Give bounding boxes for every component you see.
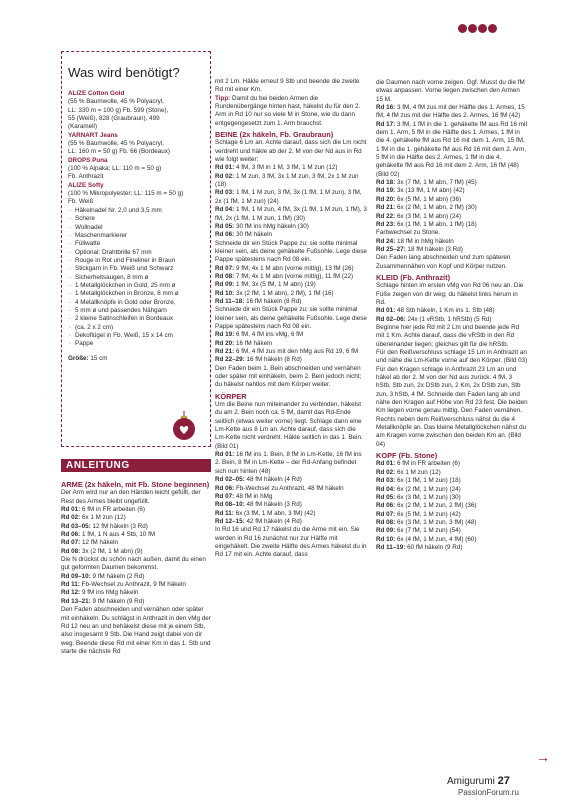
round-row bbox=[376, 316, 528, 324]
instruction-text: Der Arm wird nur an den Händen leicht gefüllt, der Rest des Armes bleibt ungefüllt. bbox=[61, 489, 201, 505]
round-label: Rd 06: bbox=[215, 484, 235, 492]
round-label: Rd 08–10: bbox=[215, 501, 245, 509]
round-label: Rd 11–18: bbox=[215, 297, 245, 305]
round-text: Fb-Wechsel zu Anthrazit, 9 fM häkeln bbox=[81, 581, 186, 589]
round-text: 30 fM ins hMg häkeln (30) bbox=[236, 222, 309, 230]
round-row bbox=[215, 164, 367, 172]
round-row bbox=[376, 104, 528, 121]
round-label: Rd 01: bbox=[61, 506, 81, 514]
round-row bbox=[376, 519, 528, 527]
round-text: 24x (1 vRStb, 1 hRStb) (5 Rd) bbox=[407, 315, 492, 323]
round-row bbox=[376, 213, 528, 221]
size-label: Größe: bbox=[68, 354, 89, 362]
section-heading: BEINE (2x häkeln, Fb. Graubraun) bbox=[215, 130, 334, 140]
round-row bbox=[215, 265, 367, 273]
round-row bbox=[61, 598, 211, 606]
tool-item: · Maschenmarkierer bbox=[68, 232, 210, 240]
instruction-text: In Rd 16 und Rd 17 häkelst du die Arme mit ein. Sie werden in Rd 16 zunächst nur zur Hälfte mit eingehäkelt. Die zweite Hälfte des Armes häkelst du in Rd 17 mit ein. Achte darauf, dass bbox=[215, 526, 367, 559]
round-text: 18 fM häkeln (3 Rd) bbox=[407, 245, 463, 253]
yarn-name: DROPS Puna bbox=[68, 156, 108, 164]
round-label: Rd 17: bbox=[376, 120, 396, 128]
tool-item: · Wollnadel bbox=[68, 224, 210, 232]
materials-box bbox=[61, 51, 211, 447]
tool-item: · Pappe bbox=[68, 340, 210, 348]
tool-item: · Häkelnadel Nr. 2,0 und 3,5 mm bbox=[68, 207, 210, 215]
round-row bbox=[376, 502, 528, 510]
round-text: 60 fM häkeln (9 Rd) bbox=[407, 543, 463, 551]
yarn-name: YARNART Jeans bbox=[68, 131, 118, 139]
round-row bbox=[215, 173, 367, 190]
round-row bbox=[376, 221, 528, 229]
instruction-text: Schlage hinten im ersten vMg von Rd 06 neu an. Die Füße zeigen von dir weg; du häkelst links herum in Rd. bbox=[376, 282, 524, 306]
round-label: Rd 13–21: bbox=[61, 597, 91, 605]
round-label: Rd 06: bbox=[61, 531, 81, 539]
tool-item: · 5 mm ø und passendes Nähgarn bbox=[68, 307, 210, 315]
instructions-column-3 bbox=[376, 79, 528, 552]
tool-item: · Sicherheitsaugen, 8 mm ø bbox=[68, 274, 210, 282]
round-text: 6x (7 fM, 1 M zun) (54) bbox=[397, 527, 461, 535]
round-row bbox=[376, 486, 528, 494]
round-text: 6 fM, 4 fM ins vMg, 6 fM bbox=[236, 331, 304, 339]
round-label: Rd 02–05: bbox=[215, 476, 245, 484]
round-text: 9 fM häkeln (9 Rd) bbox=[92, 597, 145, 605]
round-row bbox=[215, 290, 367, 298]
round-label: Rd 21: bbox=[376, 204, 396, 212]
round-label: Rd 08: bbox=[61, 547, 81, 555]
round-label: Rd 23: bbox=[376, 220, 396, 228]
instruction-text: Den Faden lang abschneiden und zum späteren Zusammennähen von Kopf und Körper nutzen. bbox=[376, 254, 511, 270]
instruction-text: Die N drückst du schön nach außen, damit du einen gut geformten Daumen bekommst. bbox=[61, 556, 206, 572]
round-text: 3x (2 fM, 1 M abn), 2 fM), 1 fM (16) bbox=[236, 289, 334, 297]
round-text: 6x 1 M zun (12) bbox=[397, 468, 441, 476]
round-text: 16 fM häkeln (8 Rd) bbox=[246, 297, 302, 305]
round-text: 3x (13 fM, 1 M abn) (42) bbox=[397, 187, 465, 195]
round-text: 6x (2 fM, 1 M zun) (24) bbox=[397, 485, 461, 493]
yarn-detail: (100 % Alpaka; LL: 110 m = 50 g) bbox=[68, 165, 162, 173]
round-text: 9 fM, 4x 1 M abn (vorne mittig), 13 fM (26) bbox=[236, 264, 354, 272]
round-row bbox=[61, 581, 211, 589]
round-row bbox=[376, 527, 528, 535]
round-label: Rd 16: bbox=[376, 104, 396, 112]
round-row bbox=[215, 231, 367, 239]
tool-item: · (ca. 2 x 2 cm) bbox=[68, 324, 210, 332]
anleitung-banner: ANLEITUNG bbox=[61, 459, 211, 472]
round-row bbox=[376, 477, 528, 485]
round-text: 48 fM häkeln (3 Rd) bbox=[246, 501, 302, 509]
round-text: 48 fM häkeln (4 Rd) bbox=[246, 476, 302, 484]
materials-title: Was wird benötigt? bbox=[68, 65, 180, 80]
round-row bbox=[61, 539, 211, 547]
round-label: Rd 06: bbox=[215, 231, 235, 239]
next-page-arrow-icon: → bbox=[536, 749, 550, 765]
round-text: 6x (2 fM, 1 M abn, 2 fM) (30) bbox=[397, 204, 477, 212]
round-text: 6x (5 fM, 1 M zun) (42) bbox=[397, 510, 461, 518]
round-text: 12 fM häkeln (3 Rd) bbox=[92, 522, 148, 530]
instruction-text: mit 2 Lm. Häkle erneut 9 Stb und beende die zweite Rd mit einer Km. bbox=[215, 78, 360, 94]
round-label: Rd 06: bbox=[376, 502, 396, 510]
round-text: Fb-Wechsel zu Anthrazit, 48 fM häkeln bbox=[236, 484, 344, 492]
round-text: 3 fM, 4 fM zus mit der Hälfte des 1. Armes, 15 fM, 4 fM zus mit der Hälfte des 2. Armes, 16 fM (42) bbox=[376, 104, 525, 120]
tool-item: · 2 kleine Satinschleifen in Bordeaux bbox=[68, 315, 210, 323]
round-text: 9 fM ins hMg häkeln bbox=[82, 589, 139, 597]
round-text: 6x 1 M zun (12) bbox=[82, 514, 126, 522]
round-row bbox=[376, 187, 528, 195]
round-row bbox=[61, 573, 211, 581]
round-label: Rd 12: bbox=[61, 589, 81, 597]
round-label: Rd 05: bbox=[376, 493, 396, 501]
round-text: 6 fM in FR arbeiten (6) bbox=[397, 460, 460, 468]
round-text: 16 fM häkeln (8 Rd) bbox=[246, 356, 302, 364]
tool-item: · Füllwatte bbox=[68, 240, 210, 248]
round-row bbox=[215, 340, 367, 348]
yarn-detail: Fb. Anthrazit bbox=[68, 173, 104, 181]
round-row bbox=[376, 204, 528, 212]
round-label: Rd 25–27: bbox=[376, 245, 406, 253]
round-label: Rd 21: bbox=[215, 348, 235, 355]
round-label: Rd 11: bbox=[215, 509, 234, 517]
round-label: Rd 09: bbox=[215, 281, 235, 289]
round-row bbox=[215, 348, 367, 356]
round-row bbox=[215, 518, 367, 526]
round-text: 16 fM ins 1. Bein, 8 fM in Lm-Kette, 16 fM ins 2. Bein, 8 fM in Lm-Kette – der Rd-Anfang befindet sich nun hinten (48) bbox=[215, 451, 362, 475]
tool-item: · Schere bbox=[68, 215, 210, 223]
round-text: 1 fM, 3x (5 fM, 1 M abn) (19) bbox=[236, 281, 316, 289]
round-label: Rd 07: bbox=[215, 264, 235, 272]
round-label: Rd 01: bbox=[376, 307, 396, 315]
round-text: 3 fM, 1 fM in die 1. gehäkelte fM aus Rd 16 mit dem 1. Arm, 5 fM in die Hälfte des 1. Armes, 1 fM in die 4. gehäkelte fM aus Rd 16 mit dem 1. Arm, 15 fM, 1 fM in die 1. gehäkelte fM aus Rd 16 mit dem 2. Arm, 5 fM in die Hälfte des 2. Armes, 1 fM in die 4. gehäkelte fM aus Rd 16 mit dem 2. Arm, 16 fM (48) (Bild 02) bbox=[376, 120, 528, 178]
round-label: Rd 22: bbox=[376, 212, 396, 220]
round-label: Rd 01: bbox=[376, 460, 396, 468]
round-row bbox=[61, 548, 211, 556]
round-text: 42 fM häkeln (4 Rd) bbox=[246, 517, 302, 525]
round-row bbox=[215, 206, 367, 223]
tool-item: · 1 Metallglöckchen in Gold, 25 mm ø bbox=[68, 282, 210, 290]
round-label: Rd 09–10: bbox=[61, 572, 91, 580]
round-row bbox=[215, 501, 367, 509]
round-label: Rd 02: bbox=[61, 514, 81, 522]
round-label: Rd 22–29: bbox=[215, 356, 245, 364]
round-label: Rd 10: bbox=[376, 535, 396, 543]
round-text: 6x (4 fM, 1 M zun, 4 fM) (60) bbox=[397, 535, 477, 543]
yarn-detail: Fb. Weiß bbox=[68, 198, 94, 206]
section-heading: KOPF (Fb. Stone) bbox=[376, 451, 438, 461]
round-row bbox=[376, 544, 528, 552]
round-row bbox=[215, 356, 367, 364]
instruction-text: Schlage 6 Lm an. Achte darauf, dass sich die Lm nicht verdreht und häkle ab der 2. M von der Nd aus in Rd wie folgt weiter: bbox=[215, 139, 367, 164]
instruction-text: Schneide dir ein Stück Pappe zu; sie sollte minimal kleiner sein, als deine gehäkelte Fußsohle. Lege diese Pappe spätestens nach Rd 08 ein. bbox=[215, 239, 367, 264]
round-row bbox=[215, 331, 367, 339]
instruction-text: Um die Beine nun miteinander zu verbinden, häkelst du am 2. Bein noch ca. 5 fM, damit das Rd-Ende seitlich (etwas weiter vorne) liegt. Schlage dann eine Lm-Kette aus 8 Lm an. Achte darauf, dass sich die Lm-Kette nicht verdreht. Häkle seitlich in das 1. Bein. (Bild 01) bbox=[215, 401, 363, 450]
round-text: 48 Stb häkeln, 1 Km ins 1. Stb (48) bbox=[397, 307, 495, 315]
round-row bbox=[215, 476, 367, 484]
materials-list bbox=[68, 90, 210, 363]
round-row bbox=[61, 514, 211, 522]
difficulty-icons bbox=[458, 20, 498, 38]
round-row bbox=[61, 531, 211, 539]
yarn-detail: (55 % Baumwolle, 45 % Polyacryl, bbox=[68, 140, 164, 148]
round-text: 18 fM in hMg häkeln bbox=[397, 237, 454, 245]
yarn-detail: (100 % Mikropolyester; LL: 115 m = 50 g) bbox=[68, 190, 184, 198]
round-text: 1 fM, 1 N aus 4 Stb, 10 fM bbox=[82, 531, 156, 539]
round-text: 9 fM häkeln (2 Rd) bbox=[92, 572, 145, 580]
instruction-text: Schneide dir ein Stück Pappe zu; sie sollte minimal kleiner sein, als deine gehäkelte Fußsohle. Lege diese Pappe spätestens nach Rd 08 ein. bbox=[215, 306, 367, 330]
round-label: Rd 08: bbox=[215, 272, 235, 280]
round-text: 6x (3 fM, 1 M abn) (24) bbox=[397, 212, 462, 220]
round-row bbox=[376, 494, 528, 502]
round-row bbox=[215, 493, 367, 501]
round-label: Rd 11–19: bbox=[376, 543, 406, 551]
size-value: 15 cm bbox=[90, 354, 108, 362]
round-text: 6x (5 fM, 1 M abn) (36) bbox=[397, 195, 462, 203]
tool-item: · 4 Metallknöpfe in Gold oder Bronze, bbox=[68, 299, 210, 307]
page-number: 27 bbox=[497, 775, 510, 787]
round-text: 6 fM, 4 fM zus mit den hMg aus Rd 19, 6 fM bbox=[236, 348, 359, 355]
round-text: 7 fM, 4x 1 M abn (vorne mittig), 11 fM (22) bbox=[236, 272, 354, 280]
round-label: Rd 18: bbox=[376, 179, 396, 187]
round-row bbox=[376, 196, 528, 204]
yarn-detail: LL: 160 m = 50 g) Fb. 66 (Bordeaux) bbox=[68, 148, 171, 156]
tool-item: · Stickgarn in Fb. Weiß und Schwarz bbox=[68, 265, 210, 273]
instruction-text: die Daumen nach vorne zeigen. Ggf. Musst du die fM etwas anpassen. Vorne liegen zwischen den Armen 15 M. bbox=[376, 79, 525, 103]
round-row bbox=[376, 307, 528, 315]
round-row bbox=[376, 536, 528, 544]
instruction-text: Beginne hier jede Rd mit 2 Lm und beende jede Rd mit 1 Km. Achte darauf, dass die vRStb in den Rd übereinander liegen; gleiches gilt für die hRStb. bbox=[376, 323, 520, 348]
instruction-text: Den Faden beim 1. Bein abschneiden und vernähen oder später mit einhäkeln, beim 2. Bein jedoch nicht; du häkelst nahtlos mit dem Körper weiter. bbox=[215, 364, 362, 389]
round-row bbox=[215, 281, 367, 289]
round-row bbox=[376, 238, 528, 246]
round-label: Rd 20: bbox=[215, 339, 235, 347]
round-label: Rd 07: bbox=[215, 492, 235, 500]
round-row bbox=[61, 506, 211, 514]
round-text: 6x (1 fM, 1 M zun) (18) bbox=[397, 477, 461, 485]
round-label: Rd 19: bbox=[376, 187, 396, 195]
tool-item: · 1 Metallglöckchen in Bronze, 8 mm ø bbox=[68, 290, 210, 298]
yarn-detail: 55 (Weiß), 828 (Graubraun), 499 bbox=[68, 115, 160, 123]
round-row bbox=[215, 510, 367, 518]
page-footer bbox=[447, 775, 510, 787]
round-label: Rd 01: bbox=[215, 164, 235, 172]
round-text: 6 fM in FR arbeiten (6) bbox=[82, 506, 145, 514]
tool-item: · Rouge in Rot und Fineliner in Braun bbox=[68, 257, 210, 265]
round-text: 3x (2 fM, 1 M abn) (9) bbox=[82, 547, 143, 555]
round-label: Rd 07: bbox=[61, 539, 81, 547]
round-text: 48 fM in hMg bbox=[236, 492, 273, 500]
round-label: Rd 04: bbox=[376, 485, 396, 493]
round-text: 3x (7 fM, 1 M abn, 7 fM) (45) bbox=[397, 179, 477, 187]
round-label: Rd 19: bbox=[215, 331, 235, 339]
round-text: 30 fM häkeln bbox=[236, 231, 273, 239]
round-label: Rd 20: bbox=[376, 195, 396, 203]
round-row bbox=[376, 511, 528, 519]
instruction-text: Farbwechsel zu Stone. bbox=[376, 229, 441, 237]
round-label: Rd 03–05: bbox=[61, 522, 91, 530]
round-text: 12 fM häkeln bbox=[82, 539, 119, 547]
round-row bbox=[215, 273, 367, 281]
round-row bbox=[61, 523, 211, 531]
round-text: 6x (2 fM, 1 M zun, 2 fM) (36) bbox=[397, 502, 477, 510]
round-row bbox=[215, 189, 367, 206]
tool-item: · Optional: Drahtbrille 67 mm bbox=[68, 249, 210, 257]
tip-paragraph bbox=[215, 95, 367, 128]
instructions-column-2 bbox=[215, 78, 367, 560]
section-heading: ARME (2x häkeln, mit Fb. Stone beginnen) bbox=[61, 480, 210, 489]
round-text: 16 fM häkeln bbox=[236, 339, 273, 347]
round-row bbox=[215, 451, 367, 476]
round-label: Rd 07: bbox=[376, 510, 396, 518]
round-row bbox=[376, 469, 528, 477]
round-label: Rd 11: bbox=[61, 581, 80, 589]
round-row bbox=[376, 246, 528, 254]
round-row bbox=[376, 179, 528, 187]
round-row bbox=[376, 460, 528, 468]
yarn-name: ALIZE Softy bbox=[68, 181, 104, 189]
round-label: Rd 03: bbox=[376, 477, 396, 485]
round-text: 6x (3 fM, 1 M zun) (30) bbox=[397, 493, 461, 501]
round-label: Rd 10: bbox=[215, 289, 235, 297]
round-row bbox=[215, 298, 367, 306]
watermark: PassionForum.ru bbox=[458, 788, 519, 797]
round-text: 4 fM, 3 fM in 1 M, 3 fM, 1 M zun (12) bbox=[236, 164, 338, 172]
round-label: Rd 02: bbox=[376, 468, 396, 476]
section-heading: KLEID (Fb. Anthrazit) bbox=[376, 272, 451, 282]
magazine-name: Amigurumi bbox=[447, 776, 495, 787]
round-label: Rd 24: bbox=[376, 237, 396, 245]
round-text: 1 fM, 1 M zun, 3 fM, 3x (1 fM, 1 M zun), 3 fM, 2x (1 fM, 1 M zun) (24) bbox=[215, 189, 362, 205]
round-label: Rd 02: bbox=[215, 172, 235, 180]
round-row bbox=[215, 223, 367, 231]
round-row bbox=[215, 485, 367, 493]
round-text: 1 M zun, 3 fM, 3x 1 M zun, 3 fM, 2x 1 M zun (18) bbox=[215, 172, 359, 189]
section-heading: KÖRPER bbox=[215, 391, 247, 401]
yarn-detail: (55 % Baumwolle, 45 % Polyacryl, bbox=[68, 98, 164, 106]
yarn-detail: (Karamell) bbox=[68, 123, 98, 131]
instructions-column-1 bbox=[61, 478, 211, 656]
tool-item: · Dekoflügel in Fb. Weiß, 15 x 14 cm bbox=[68, 332, 210, 340]
round-label: Rd 03: bbox=[215, 189, 235, 197]
ornament-heart-icon bbox=[171, 411, 197, 441]
size-line bbox=[68, 355, 210, 363]
round-label: Rd 05: bbox=[215, 222, 235, 230]
instruction-text: Für den Reißverschluss schlage 15 Lm in Anthrazit an und nähe die Lm-Kette vorne auf den Körper. (Bild 03) Für den Kragen schlage in Anthrazit 23 Lm an und häkel ab der 2. M von der Nd aus zurück: 4 fM, 3 hStb, Stb zun, 2x DStb zun, 2 Km, 2x DStb zun, Stb zun, 3 hStb, 4 fM. Schneide den Faden lang ab und nähe den Kragen auf Höhe von Rd 23 fest. Die beiden Km liegen vorne genau mittig. Den Faden vernähen. Rechts neben dem Reißverschluss nähst du die 4 Metallknöpfe an. Das kleine Metallglöckchen nähst du am Kragen vorne zwischen den beiden Km an. (Bild 04) bbox=[376, 349, 528, 448]
round-label: Rd 02–06: bbox=[376, 315, 406, 323]
round-text: 6x (1 fM, 1 M abn, 1 fM) (18) bbox=[397, 220, 477, 228]
round-label: Rd 01: bbox=[215, 451, 235, 459]
round-label: Rd 09: bbox=[376, 527, 396, 535]
round-label: Rd 08: bbox=[376, 518, 396, 526]
round-label: Rd 12–15: bbox=[215, 517, 245, 525]
instruction-text: Den Faden abschneiden und vernähen oder später mit einhäkeln. Du schlägst in Anthrazit in den vMg der Rd 12 neu an und behäkelst diese mit je einem Stb, also insgesamt 9 Stb. Die Hand zeigt dabei von dir weg. Beende diese Rd mit einer Km in das 1. Stb und starte die nächste Rd bbox=[61, 606, 211, 655]
round-label: Rd 04: bbox=[215, 206, 235, 214]
yarn-name: ALIZE Cotton Gold bbox=[68, 90, 125, 97]
tip-label: Tipp: bbox=[215, 94, 231, 102]
round-text: Damit du bei beiden Armen die Rundenübergänge hinten hast, häkelst du für den 2. Arm in Rd 10 nur so viele M in Stone, wie du dann entgegengesetzt zum 1. Arm brauchst. bbox=[215, 94, 361, 127]
round-text: 1 fM, 1 M zun, 4 fM, 3x (1 fM, 1 M zun, 1 fM), 3 fM, 2x (1 fM, 1 M zun, 1 fM) (30) bbox=[215, 206, 367, 222]
round-text: 6x (3 fM, 1 M abn, 3 fM) (42) bbox=[235, 509, 316, 517]
round-row bbox=[61, 589, 211, 597]
yarn-detail: LL: 330 m = 100 g) Fb. 599 (Stone), bbox=[68, 106, 169, 114]
round-text: 6x (3 fM, 1 M zun, 3 fM) (48) bbox=[397, 518, 477, 526]
round-row bbox=[376, 121, 528, 179]
